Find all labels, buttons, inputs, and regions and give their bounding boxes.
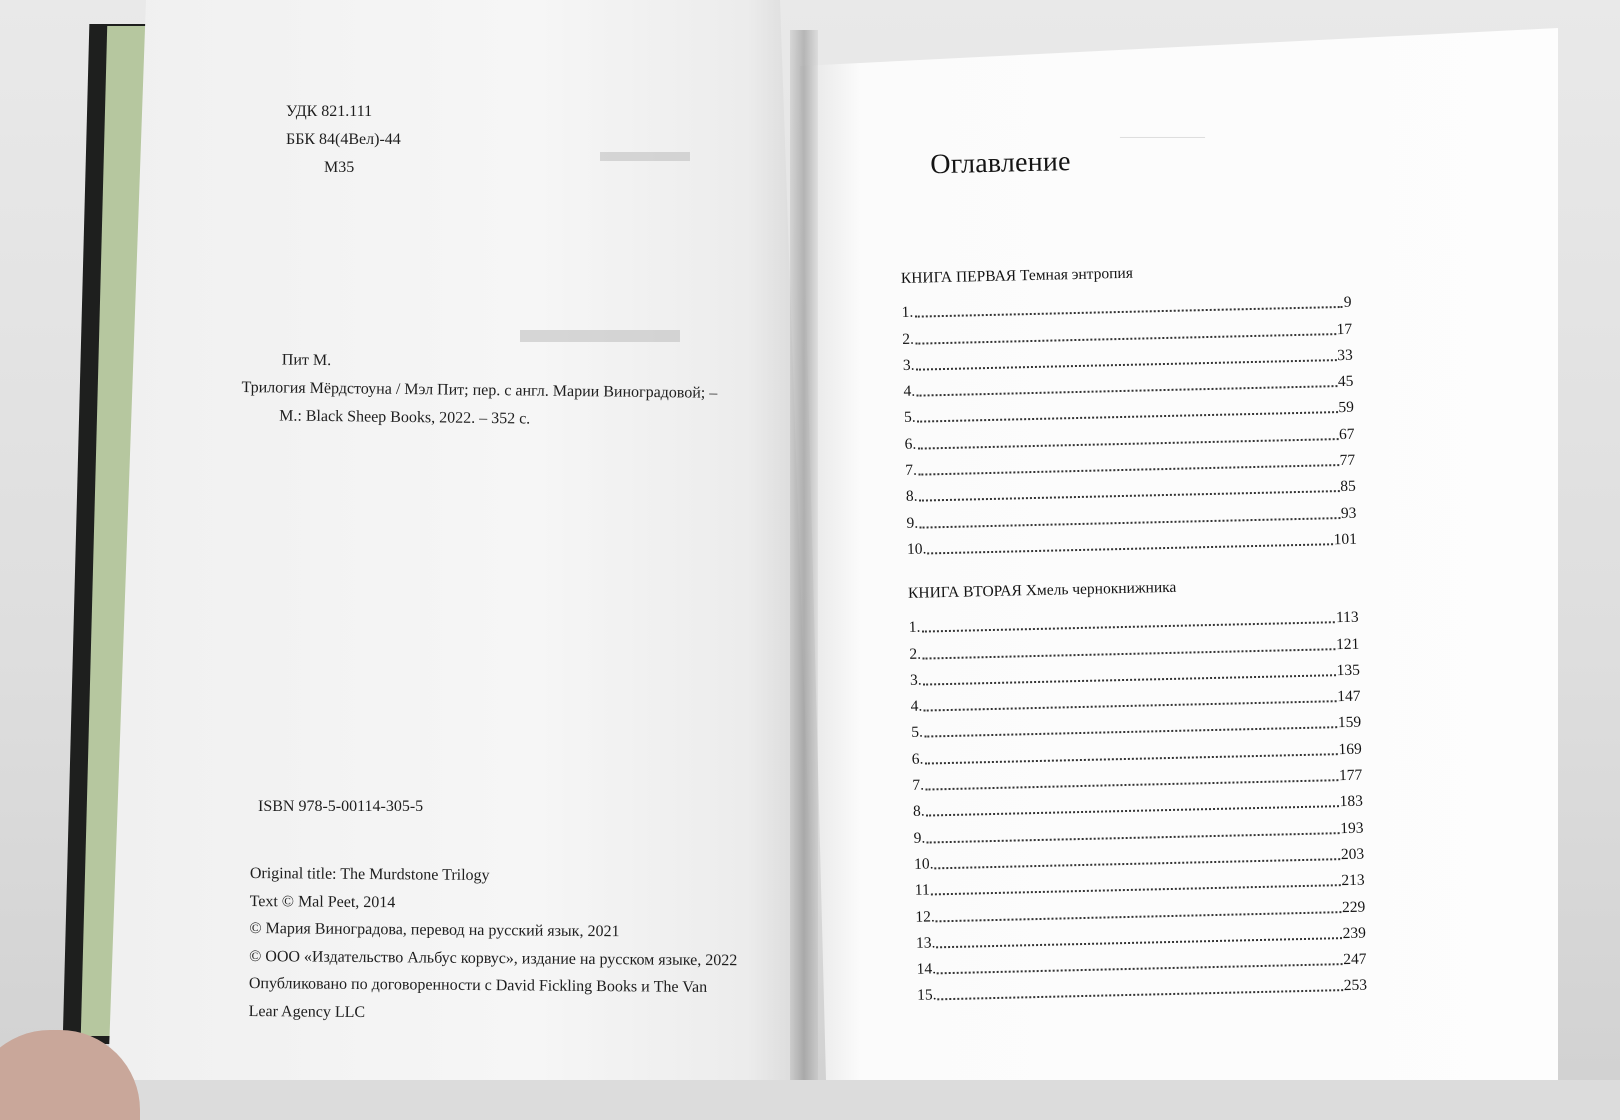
book-gutter-shadow	[790, 30, 818, 1080]
copyright-block	[249, 860, 739, 1029]
publication-note-2: Lear Agency LLC	[248, 1002, 366, 1021]
chapter-number: 15.	[916, 986, 937, 1005]
page-number: 121	[1335, 635, 1360, 653]
page-number: 177	[1338, 766, 1363, 785]
chapter-number: 10.	[906, 540, 927, 558]
show-through-left: ▬▬▬	[600, 135, 690, 168]
author-mark: М35	[324, 159, 355, 176]
chapter-number: 1.	[908, 618, 921, 637]
chapter-number: 6.	[911, 750, 924, 768]
page-number: 67	[1338, 425, 1355, 443]
chapter-number: 7.	[905, 461, 918, 479]
toc-books	[901, 260, 1368, 1005]
page-number: 93	[1340, 504, 1357, 522]
chapter-number: 3.	[902, 356, 915, 374]
toc-title: Оглавление	[929, 146, 1072, 181]
edition-copyright: © ООО «Издательство Альбус корвус», издание на русском языке, 2022	[249, 947, 738, 969]
chapter-number: 4.	[910, 697, 923, 716]
bib-description-line-1: Трилогия Мёрдстоуна / Мэл Пит; пер. с англ. Марии Виноградовой; –	[241, 378, 718, 402]
translation-copyright: © Мария Виноградова, перевод на русский язык, 2021	[249, 919, 620, 941]
page-number: 253	[1343, 976, 1368, 995]
chapter-number: 9.	[913, 829, 926, 847]
cataloging-block	[286, 98, 401, 182]
page-number: 247	[1343, 950, 1367, 969]
chapter-number: 3.	[909, 671, 922, 689]
chapter-number: 6.	[904, 435, 917, 453]
show-through-right: ──────────	[1120, 130, 1206, 144]
page-number: 77	[1339, 451, 1356, 470]
page-number: 17	[1336, 320, 1353, 338]
page-number: 193	[1340, 819, 1364, 837]
chapter-number: 8.	[912, 802, 925, 821]
page-number: 239	[1342, 924, 1367, 942]
page-number: 113	[1335, 608, 1359, 627]
chapter-number: 9.	[906, 514, 919, 532]
chapter-number: 4.	[903, 382, 916, 401]
chapter-number: 7.	[912, 776, 925, 794]
chapter-number: 8.	[905, 488, 918, 506]
page-number: 101	[1333, 530, 1358, 549]
page-number: 33	[1337, 346, 1353, 364]
chapter-number: 11	[914, 881, 930, 900]
chapter-number: 2.	[909, 645, 922, 663]
chapter-number: 1.	[901, 303, 914, 322]
page-number: 229	[1341, 898, 1366, 916]
chapter-number: 12.	[915, 907, 935, 926]
chapter-number: 2.	[902, 330, 915, 348]
author-name: Пит М.	[281, 351, 332, 370]
page-number: 45	[1337, 372, 1354, 391]
page-number: 213	[1341, 871, 1365, 890]
bib-description-line-2: М.: Black Sheep Books, 2022. – 352 с.	[279, 407, 531, 428]
page-number: 59	[1338, 399, 1355, 417]
chapter-number: 5.	[903, 409, 916, 427]
book-heading: КНИГА ПЕРВАЯ Темная энтропия	[900, 264, 1134, 287]
page-number: 135	[1336, 661, 1361, 680]
table-of-contents	[898, 140, 1367, 1005]
bbk-code: ББК 84(4Вел)-44	[286, 131, 401, 148]
page-number: 159	[1337, 714, 1362, 732]
page-number: 183	[1339, 792, 1364, 811]
publication-note-1: Опубликовано по договоренности с David Fickling Books и The Van	[248, 974, 708, 996]
chapter-number: 5.	[911, 724, 924, 742]
isbn: ISBN 978-5-00114-305-5	[258, 798, 424, 815]
page-number: 9	[1343, 294, 1352, 312]
page-number: 85	[1340, 478, 1356, 496]
show-through-left-2: ▬▬▬▬	[520, 306, 680, 351]
udk-code: УДК 821.111	[286, 103, 373, 120]
chapter-number: 13.	[915, 934, 936, 952]
original-title: Original title: The Murdstone Trilogy	[249, 864, 490, 885]
page-number: 147	[1337, 687, 1361, 706]
text-copyright: Text © Mal Peet, 2014	[249, 892, 396, 911]
chapter-number: 14.	[916, 960, 937, 978]
page-number: 203	[1340, 845, 1365, 864]
bibliographic-record	[241, 346, 718, 436]
book-heading: КНИГА ВТОРАЯ Хмель чернокнижника	[907, 578, 1177, 602]
chapter-number: 10.	[914, 855, 934, 873]
page-number: 169	[1338, 740, 1362, 758]
